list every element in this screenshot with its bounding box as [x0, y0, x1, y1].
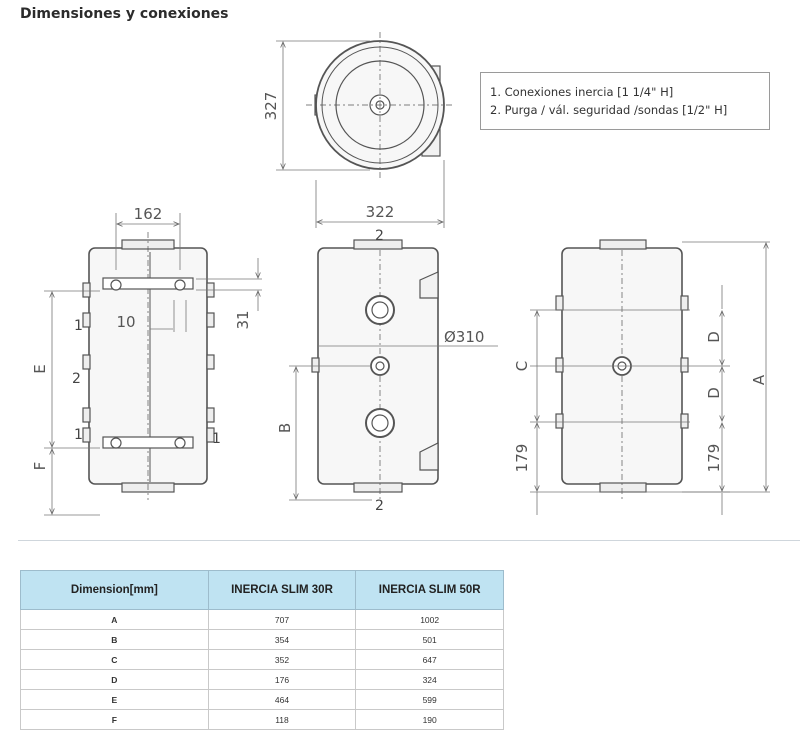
dim-top-height: 327 [262, 91, 280, 121]
callout-1: 1 [74, 318, 83, 334]
dim-label-e: E [31, 364, 49, 374]
dimensions-table [20, 570, 504, 730]
front-view-center [312, 240, 438, 500]
dim-top-width: 322 [365, 203, 395, 221]
table-row [21, 670, 504, 690]
table-row [21, 610, 504, 630]
col-slim-50r: INERCIA SLIM 50R [356, 571, 504, 610]
dim-label-d-bottom: D [705, 387, 723, 399]
connections-legend [480, 72, 770, 130]
cell-30r: 354 [208, 630, 356, 650]
callout-2: 2 [375, 498, 384, 514]
dim-179-right: 179 [705, 443, 723, 473]
dim-31: 31 [234, 310, 252, 330]
col-slim-30r: INERCIA SLIM 30R [208, 571, 356, 610]
side-view-right [556, 240, 688, 500]
cell-50r: 1002 [356, 610, 504, 630]
dim-label-a: A [750, 374, 768, 386]
table-row [21, 690, 504, 710]
table-row [21, 650, 504, 670]
cell-50r: 501 [356, 630, 504, 650]
dim-label-b: B [276, 422, 294, 434]
row-key: E [21, 690, 209, 710]
callout-2: 2 [375, 228, 384, 244]
table-row [21, 630, 504, 650]
row-key: F [21, 710, 209, 730]
row-key: A [21, 610, 209, 630]
dim-diameter: Ø310 [444, 328, 485, 346]
dim-10: 10 [116, 313, 136, 331]
cell-30r: 464 [208, 690, 356, 710]
section-title: Dimensiones y conexiones [20, 6, 229, 22]
callout-2: 2 [72, 371, 81, 387]
section-divider [18, 540, 800, 541]
dim-label-f: F [31, 461, 49, 471]
callout-1: 1 [74, 427, 83, 443]
cell-50r: 324 [356, 670, 504, 690]
cell-50r: 647 [356, 650, 504, 670]
dim-162: 162 [133, 205, 163, 223]
cell-30r: 118 [208, 710, 356, 730]
row-key: C [21, 650, 209, 670]
legend-line-1: 1. Conexiones inercia [1 1/4" H] [490, 85, 674, 99]
col-dimension: Dimension[mm] [21, 571, 209, 610]
cell-30r: 176 [208, 670, 356, 690]
callout-1: 1 [212, 431, 221, 447]
legend-line-2: 2. Purga / vál. seguridad /sondas [1/2" H] [490, 103, 728, 117]
row-key: D [21, 670, 209, 690]
table-row [21, 710, 504, 730]
dim-label-c: C [513, 360, 531, 372]
cell-30r: 352 [208, 650, 356, 670]
dim-179-left: 179 [513, 443, 531, 473]
cell-30r: 707 [208, 610, 356, 630]
top-view [306, 32, 454, 178]
cell-50r: 190 [356, 710, 504, 730]
row-key: B [21, 630, 209, 650]
table-header-row [21, 571, 504, 610]
cell-50r: 599 [356, 690, 504, 710]
front-view-left [83, 232, 214, 500]
dim-label-d-top: D [705, 331, 723, 343]
